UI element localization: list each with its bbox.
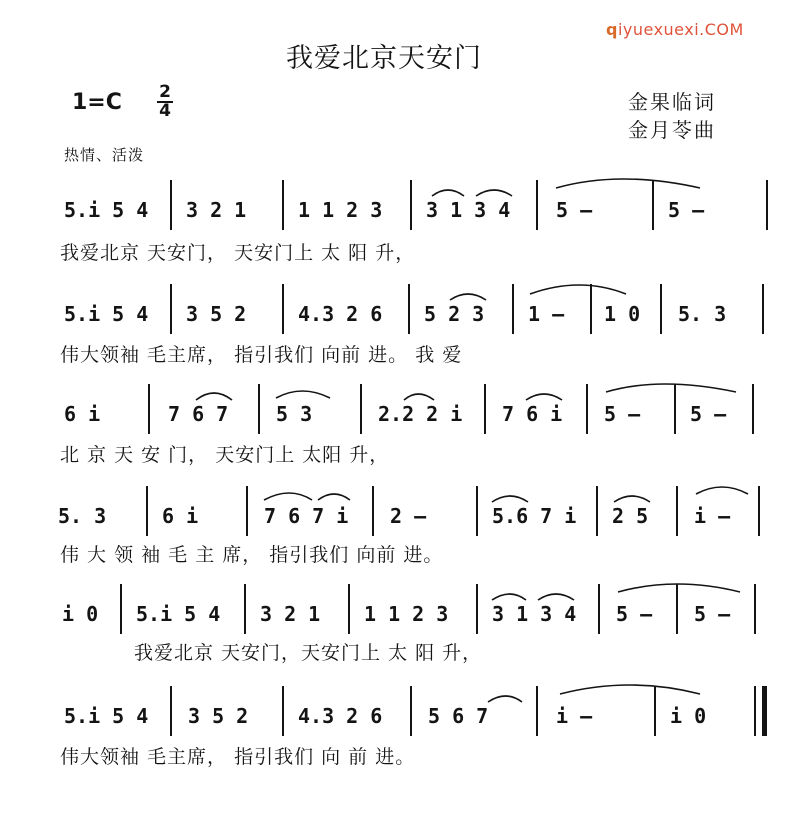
measure: 5 6 7 xyxy=(428,704,489,728)
measure: 5. 3 xyxy=(58,504,107,528)
measure: 5. 3 xyxy=(678,302,727,326)
measure: 3 2 1 xyxy=(186,198,247,222)
measure: 5 – xyxy=(694,602,731,626)
bar-line xyxy=(766,180,768,230)
slur xyxy=(488,696,522,702)
bar-line xyxy=(258,384,260,434)
bar-line xyxy=(170,284,172,334)
measure: 5 – xyxy=(668,198,705,222)
measure: 7 6 7 i xyxy=(264,504,349,528)
slur xyxy=(450,294,486,300)
bar-line xyxy=(148,384,150,434)
bar-line xyxy=(410,180,412,230)
measure: 1 – xyxy=(528,302,565,326)
measure: 3 5 2 xyxy=(188,704,249,728)
song-title: 我爱北京天安门 xyxy=(286,43,482,74)
time-signature xyxy=(157,84,173,120)
measure: 4.3 2 6 xyxy=(298,302,383,326)
bar-line xyxy=(586,384,588,434)
measure: 5 – xyxy=(556,198,593,222)
measure: i 0 xyxy=(670,704,707,728)
measure: 5.i 5 4 xyxy=(64,198,149,222)
measure: 7 6 7 xyxy=(168,402,229,426)
measure: 4.3 2 6 xyxy=(298,704,383,728)
slur xyxy=(538,594,574,600)
lyrics-line: 伟大领袖 毛主席， 指引我们 向前 进。 我 爱 xyxy=(60,344,463,366)
measure: 5 3 xyxy=(276,402,313,426)
measure: 3 1 3 4 xyxy=(426,198,511,222)
bar-line xyxy=(170,686,172,736)
bar-line xyxy=(360,384,362,434)
slur xyxy=(432,190,464,196)
measure: 5.i 5 4 xyxy=(64,704,149,728)
composer-credit: 金月苓曲 xyxy=(628,118,716,142)
bar-line xyxy=(476,486,478,536)
slur xyxy=(492,594,526,600)
measure: i – xyxy=(694,504,731,528)
bar-line xyxy=(282,180,284,230)
bar-line xyxy=(598,584,600,634)
tie xyxy=(530,285,626,294)
bar-line xyxy=(536,686,538,736)
tie xyxy=(556,179,700,188)
bar-line xyxy=(476,584,478,634)
lyrics-line: 北 京 天 安 门， 天安门上 太阳 升， xyxy=(60,444,390,466)
measure: 5 2 3 xyxy=(424,302,485,326)
measure: 7 6 i xyxy=(502,402,563,426)
bar-line xyxy=(282,686,284,736)
measure: 5 – xyxy=(616,602,653,626)
bar-line xyxy=(654,686,656,736)
slur xyxy=(526,394,562,400)
bar-line xyxy=(170,180,172,230)
tie xyxy=(696,487,748,494)
tie xyxy=(606,384,736,392)
measure: 5 – xyxy=(604,402,641,426)
final-bar-line xyxy=(762,686,767,736)
key-signature: 1=C xyxy=(72,90,122,115)
measure: 5.i 5 4 xyxy=(136,602,221,626)
measure: 1 1 2 3 xyxy=(364,602,449,626)
bar-line xyxy=(512,284,514,334)
bar-line xyxy=(146,486,148,536)
bar-line xyxy=(536,180,538,230)
bar-line xyxy=(282,284,284,334)
time-signature-denominator: 4 xyxy=(159,101,171,121)
tie xyxy=(618,584,740,592)
measure: i – xyxy=(556,704,593,728)
slur xyxy=(264,493,312,500)
slur xyxy=(404,394,434,400)
lyrics-line: 伟 大 领 袖 毛 主 席， 指引我们 向前 进。 xyxy=(60,544,444,566)
measure: 3 2 1 xyxy=(260,602,321,626)
measure: 5.6 7 i xyxy=(492,504,577,528)
measure: 3 5 2 xyxy=(186,302,247,326)
slur xyxy=(196,393,232,400)
bar-line xyxy=(676,486,678,536)
measure: 5.i 5 4 xyxy=(64,302,149,326)
measure: 5 – xyxy=(690,402,727,426)
bar-line xyxy=(590,284,592,334)
slur xyxy=(476,190,512,196)
slur xyxy=(318,494,350,500)
bar-line xyxy=(758,486,760,536)
watermark-text: iyuexuexi.COM xyxy=(617,20,744,39)
bar-line xyxy=(674,384,676,434)
measure: 1 1 2 3 xyxy=(298,198,383,222)
measure: 1 0 xyxy=(604,302,641,326)
bar-line xyxy=(676,584,678,634)
measure: i 0 xyxy=(62,602,99,626)
watermark-logo: q xyxy=(606,20,618,39)
slur xyxy=(276,391,330,398)
measure: 2.2 2 i xyxy=(378,402,463,426)
bar-line xyxy=(752,384,754,434)
slur xyxy=(492,496,528,502)
site-watermark xyxy=(606,20,744,39)
bar-line xyxy=(754,584,756,634)
lyrics-line: 我爱北京 天安门，天安门上 太 阳 升， xyxy=(134,642,483,664)
tie xyxy=(560,685,700,694)
measure: 2 5 xyxy=(612,504,649,528)
bar-line xyxy=(660,284,662,334)
lyricist-credit: 金果临词 xyxy=(628,90,716,114)
measure: 3 1 3 4 xyxy=(492,602,577,626)
bar-line xyxy=(754,686,756,736)
bar-line xyxy=(246,486,248,536)
measure: 6 i xyxy=(162,504,199,528)
bar-line xyxy=(410,686,412,736)
bar-line xyxy=(244,584,246,634)
measure: 6 i xyxy=(64,402,101,426)
bar-line xyxy=(408,284,410,334)
bar-line xyxy=(484,384,486,434)
bar-line xyxy=(596,486,598,536)
tempo-marking: 热情、活泼 xyxy=(64,146,145,164)
measure: 2 – xyxy=(390,504,427,528)
slur xyxy=(614,496,650,502)
bar-line xyxy=(372,486,374,536)
bar-line xyxy=(120,584,122,634)
bar-line xyxy=(652,180,654,230)
time-signature-numerator: 2 xyxy=(159,82,171,102)
lyrics-line: 伟大领袖 毛主席， 指引我们 向 前 进。 xyxy=(60,746,416,768)
bar-line xyxy=(762,284,764,334)
bar-line xyxy=(348,584,350,634)
lyrics-line: 我爱北京 天安门， 天安门上 太 阳 升， xyxy=(60,242,416,264)
